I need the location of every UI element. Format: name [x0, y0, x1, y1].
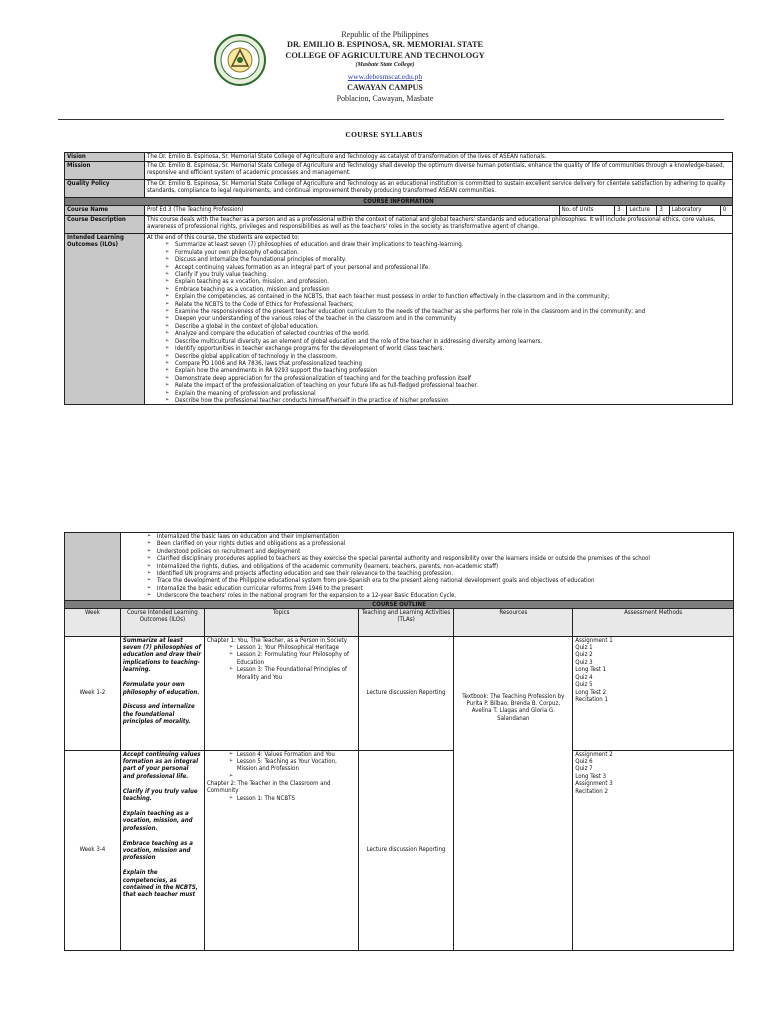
week-cell: Week 1-2 — [65, 636, 121, 750]
document-title: COURSE SYLLABUS — [345, 130, 423, 139]
ilo-item: ➢ Analyze and compare the education of selected countries of the world. — [147, 330, 730, 337]
ilo-item: ➢ Examine the responsiveness of the present teacher education curriculum to the needs of the teacher as she performs her role in the classroom and in the community; and — [147, 308, 730, 315]
assessment-item: Long Test 1 — [575, 666, 607, 674]
week-ilo-item: Accept continuing values formation as an integral part of your personal and professional life. — [122, 750, 201, 780]
resource-text: Textbook: The Teaching Profession by Purita P. Bilbao, Brenda B. Corpuz, Avelina T. Llagas and Gloria G. Salandanan — [462, 692, 565, 722]
mission-label: Mission — [65, 162, 145, 180]
week-ilo-item: Explain the competencies, as contained in the NCBTS, that each teacher must — [122, 869, 198, 899]
course-description-text: This course deals with the teacher as a person and as a professional within the context of national and global teachers' standards and educational philosophies. It will include professional ethics, core values, awareness of professional rights, privileges and responsibilities as well as the teachers' roles in the society as transformative agent of change. — [145, 216, 733, 234]
ilo-item: ➢ Been clarified on your rights duties and obligations as a professional — [129, 540, 731, 547]
college-name-line1: DR. EMILIO B. ESPINOSA, SR. MEMORIAL STATE — [286, 40, 484, 49]
col-week-header: Week — [65, 608, 121, 636]
assessment-item: Recitation 1 — [575, 695, 608, 703]
assessment-item: Quiz 3 — [575, 658, 593, 666]
col-tla-header: Teaching and Learning Activities (TLAs) — [358, 608, 454, 636]
lesson-item — [207, 773, 356, 780]
assessment-item: Long Test 2 — [575, 688, 607, 696]
assessment-item: Quiz 5 — [575, 681, 593, 689]
vision-text: The Dr. Emilio B. Espinosa, Sr. Memorial State College of Agriculture and Technology as catalyst of transformation of the lives of ASEAN nationals. — [145, 153, 733, 162]
col-assessment-header: Assessment Methods — [573, 608, 734, 636]
week-ilo-item: Embrace teaching as a vocation, mission and profession — [122, 839, 193, 862]
ilo-item: ➢ Trace the development of the Philippine educational system from pre-Spanish era to the present along national development goals and objectives of education — [129, 577, 731, 584]
assessment-item: Assignment 2 — [575, 750, 613, 758]
week-ilo-item: Formulate your own philosophy of education. — [122, 681, 200, 696]
course-name-value: Prof Ed 3 (The Teaching Profession) — [145, 206, 560, 216]
ilo-item: ➢ Internalized the rights, duties, and obligations of the academic community (learners, teachers, parents, non-academic staff) — [129, 563, 731, 570]
assessment-item: Assignment 3 — [575, 780, 613, 788]
topics-cell — [204, 636, 358, 750]
lecture-label: Lecture — [627, 206, 657, 216]
lesson-item: ➢ Lesson 1: Your Philosophical Heritage — [207, 644, 356, 651]
ilo-continued-label — [65, 533, 121, 601]
units-value: 3 — [615, 206, 627, 216]
resources-cell — [454, 636, 573, 950]
week-ilo-cell — [120, 750, 204, 950]
chapter-title: Chapter 1: You, The Teacher, as a Person in Society — [206, 636, 348, 644]
ilo-item: ➢ Identify opportunities in teacher exchange programs for the development of world class teachers. — [147, 345, 730, 352]
campus-address: Poblacion, Cawayan, Masbate — [336, 94, 434, 103]
ilo-label: Intended Learning Outcomes (ILOs) — [65, 234, 145, 405]
ilo-item: ➢ Internalized the basic laws on education and their implementation — [129, 533, 731, 540]
ilo-item: ➢ Understood policies on recruitment and deployment — [129, 548, 731, 555]
ilo-item: ➢ Clarify if you truly value teaching. — [147, 271, 730, 278]
laboratory-label: Laboratory — [669, 206, 720, 216]
assessment-cell — [573, 750, 734, 950]
week-ilo-item: Summarize at least seven (7) philosophies of education and draw their implications to teaching-learning. — [122, 636, 202, 674]
lecture-value: 3 — [657, 206, 669, 216]
ilo-cell — [145, 234, 733, 405]
ilo-item: ➢ Compare PD 1006 and RA 7836, laws that professionalized teaching — [147, 360, 730, 367]
quality-policy-label: Quality Policy — [65, 180, 145, 198]
ilo-intro: At the end of this course, the students are expected to: — [147, 234, 300, 241]
lesson-item: ➢ Lesson 1: The NCBTS — [207, 795, 356, 802]
assessment-item: Assignment 1 — [575, 636, 613, 644]
republic-line: Republic of the Philippines — [341, 30, 429, 39]
ilo-item: ➢ Identified UN programs and projects affecting education and see their relevance to the teaching profession. — [129, 570, 731, 577]
college-seal-logo — [214, 34, 266, 86]
lesson-item: ➢ Lesson 2: Formulating Your Philosophy of Education — [207, 651, 356, 666]
tla-cell: Lecture discussion Reporting — [358, 636, 454, 750]
assessment-item: Quiz 1 — [575, 644, 593, 652]
ilo-continued-list — [123, 533, 731, 600]
ilo-item: ➢ Explain teaching as a vocation, mission, and profession. — [147, 278, 730, 285]
lesson-item: ➢ Lesson 5: Teaching as Your Vocation, Mission and Profession — [207, 758, 356, 773]
laboratory-value: 0 — [720, 206, 732, 216]
ilo-item: ➢ Summarize at least seven (7) philosophies of education and draw their implications to teaching-learning. — [147, 241, 730, 248]
ilo-item: ➢ Discuss and internalize the foundational principles of morality. — [147, 256, 730, 263]
week-ilo-item: Clarify if you truly value teaching. — [122, 787, 198, 803]
ilo-item: ➢ Demonstrate deep appreciation for the professionalization of teaching and for the teaching profession itself — [147, 375, 730, 382]
assessment-item: Quiz 2 — [575, 651, 593, 659]
ilo-item: ➢ Explain the competencies, as contained in the NCBTS, that each teacher must possess in order to function effectively in the classroom and in the community; — [147, 293, 730, 300]
units-label: No. of Units — [559, 206, 615, 216]
course-information-bar: COURSE INFORMATION — [65, 198, 733, 206]
ilo-item: ➢ Underscore the teachers' roles in the national program for the expansion to a 12-year Basic Education Cycle. — [129, 592, 731, 599]
ilo-item: ➢ Describe how the professional teacher conducts himself/herself in the practice of his/her profession — [147, 397, 730, 404]
ilo-item: ➢ Relate the impact of the professionalization of teaching on your future life as full-fledged professional teacher. — [147, 382, 730, 389]
ilo-item: ➢ Explain the meaning of profession and professional — [147, 390, 730, 397]
ilo-item: ➢ Explain how the amendments in RA 9293 support the teaching profession — [147, 367, 730, 374]
ilo-item: ➢ Deepen your understanding of the various roles of the teacher in the classroom and in the community — [147, 315, 730, 322]
week-cell: Week 3-4 — [65, 750, 121, 950]
lesson-item: ➢ Lesson 4: Values Formation and You — [207, 751, 356, 758]
week-ilo-item: Discuss and internalize the foundational principles of morality. — [122, 703, 195, 726]
header-divider — [58, 119, 724, 120]
assessment-cell — [573, 636, 734, 750]
table-row — [65, 636, 734, 750]
week-ilo-item: Explain teaching as a vocation, mission, and profession. — [122, 809, 193, 832]
quality-policy-text: The Dr. Emilio B. Espinosa, Sr. Memorial State College of Agriculture and Technology as an educational institution is committed to sustain excellent service delivery for clientele satisfaction by adhering to quality standards, compliance to legal requirements, and continual improvement thereby producing transformed ASEAN communities. — [145, 180, 733, 198]
course-name-label: Course Name — [65, 206, 145, 216]
tla-cell: Lecture discussion Reporting — [358, 750, 454, 950]
ilo-item: ➢ Embrace teaching as a vocation, mission and profession — [147, 286, 730, 293]
col-resources-header: Resources — [454, 608, 573, 636]
assessment-item: Recitation 2 — [575, 787, 608, 795]
col-ilo-header: Course Intended Learning Outcomes (ILOs) — [120, 608, 204, 636]
ilo-item: ➢ Relate the NCBTS to the Code of Ethics for Professional Teachers; — [147, 301, 730, 308]
ilo-item: ➢ Accept continuing values formation as an integral part of your personal and professional life. — [147, 264, 730, 271]
college-subtitle: (Masbate State College) — [355, 62, 415, 68]
week-ilo-cell — [120, 636, 204, 750]
ilo-list — [147, 241, 730, 404]
course-description-label: Course Description — [65, 216, 145, 234]
topics-cell — [204, 750, 358, 950]
col-topics-header: Topics — [204, 608, 358, 636]
ilo-item: ➢ Internalize the basic education curricular reforms from 1946 to the present — [129, 585, 731, 592]
vision-label: Vision — [65, 153, 145, 162]
course-outline-bar: COURSE OUTLINE — [65, 600, 734, 608]
campus-name: CAWAYAN CAMPUS — [347, 83, 423, 92]
ilo-continued-cell — [120, 533, 733, 601]
assessment-item: Quiz 4 — [575, 673, 593, 681]
ilo-item: ➢ Describe global application of technology in the classroom. — [147, 353, 730, 360]
website-link[interactable]: www.debesmscat.edu.ph — [347, 72, 423, 81]
ilo-item: ➢ Clarified disciplinary procedures applied to teachers as they exercise the special parental authority and responsibility over the learners inside or outside the premises of the school — [129, 555, 731, 562]
ilo-item: ➢ Describe multicultural diversity as an element of global education and the role of the teacher in addressing diversity among learners. — [147, 338, 730, 345]
table-row — [65, 750, 734, 950]
course-outline-table — [64, 532, 734, 951]
college-name-line2: COLLEGE OF AGRICULTURE AND TECHNOLOGY — [285, 51, 485, 60]
chapter-title: Chapter 2: The Teacher in the Classroom and Community — [206, 779, 331, 795]
syllabus-info-table — [64, 152, 733, 405]
lesson-item: ➢ Lesson 3: The Foundational Principles of Morality and You — [207, 666, 356, 681]
assessment-item: Quiz 7 — [575, 765, 593, 773]
mission-text: The Dr. Emilio B. Espinosa, Sr. Memorial State College of Agriculture and Technology shall develop the optimum diverse human potentials, enhance the quality of life of communities through a knowledge-based, responsive and efficient system of academic processes and management. — [145, 162, 733, 180]
ilo-item: ➢ Formulate your own philosophy of education. — [147, 249, 730, 256]
assessment-item: Long Test 3 — [575, 772, 607, 780]
assessment-item: Quiz 6 — [575, 758, 593, 766]
ilo-item: ➢ Describe a global in the context of global education. — [147, 323, 730, 330]
